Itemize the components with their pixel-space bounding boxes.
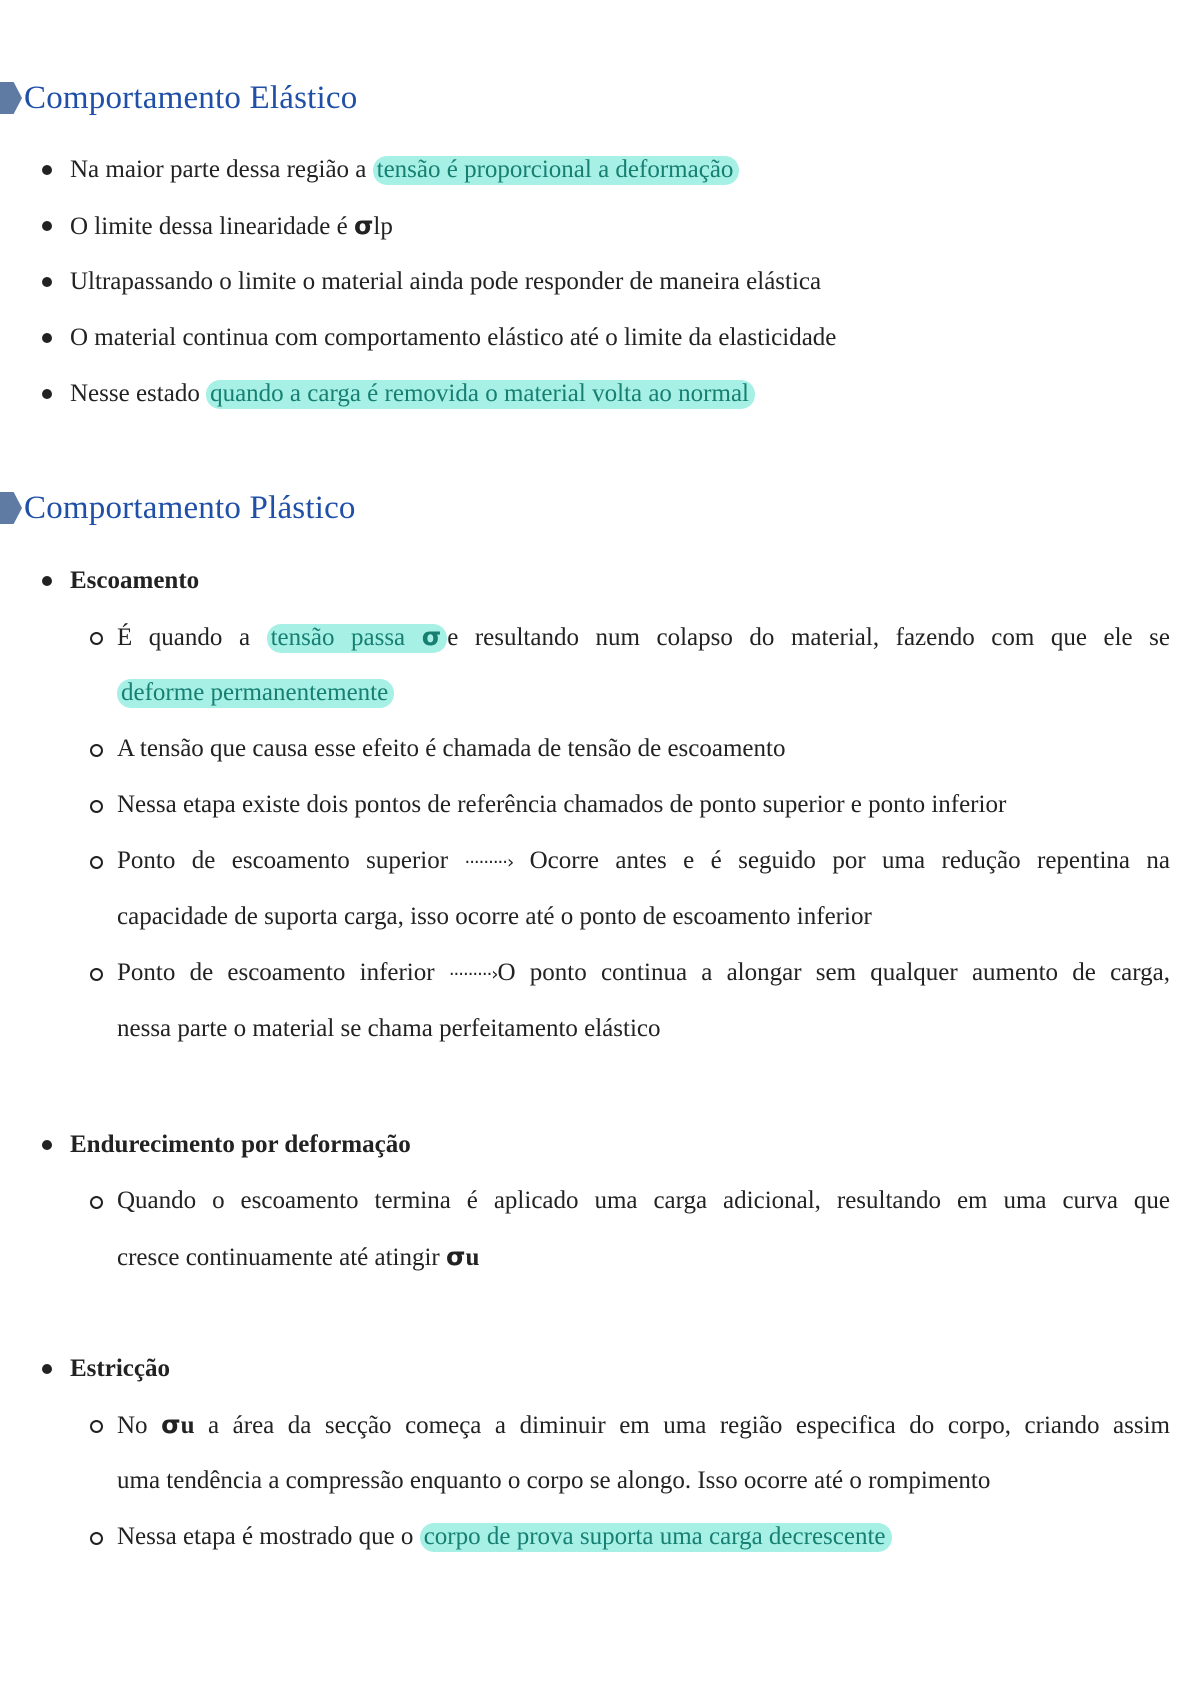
- sub-bullet-icon: [90, 744, 103, 757]
- highlighted-text: [267, 624, 448, 653]
- section-title: Comportamento Elástico: [24, 79, 358, 116]
- sub-bullet-icon: [90, 968, 103, 981]
- sub-list-item: [117, 1183, 1170, 1219]
- item-text: a área da secção começa a diminuir em uma região especifica do corpo, criando assim: [194, 1412, 1170, 1439]
- list-item: [70, 264, 1170, 300]
- list-item: [70, 376, 1170, 412]
- list-item: [70, 152, 1170, 188]
- highlighted-text: tensão é proporcional a deformação: [373, 156, 740, 185]
- sub-list-item: Nessa etapa existe dois pontos de referência chamados de ponto superior e ponto inferior: [117, 791, 1007, 818]
- item-text: No: [117, 1412, 162, 1439]
- item-text: resultando num colapso do material, fazendo com que ele se: [458, 624, 1170, 651]
- item-text: Quando o escoamento termina é aplicado uma carga adicional, resultando em uma curva que: [117, 1187, 1170, 1214]
- list-item: [70, 320, 1170, 356]
- item-text: u: [465, 1244, 480, 1271]
- sub-list-item: [117, 843, 1170, 879]
- sub-list-item: [117, 955, 1170, 991]
- item-text: Ultrapassando o limite o material ainda pode responder de maneira elástica: [70, 268, 822, 295]
- sigma-symbol: σ: [161, 1410, 181, 1439]
- item-text: cresce continuamente até atingir: [117, 1244, 447, 1271]
- sub-list-item: [117, 619, 1170, 655]
- item-text: lp: [373, 213, 393, 240]
- sub-bullet-icon: [90, 856, 103, 869]
- item-text: Ocorre antes e é seguido por uma redução repentina na: [529, 847, 1171, 874]
- list-item-endurecimento: Endurecimento por deformação: [70, 1131, 411, 1158]
- sub-bullet-icon: [90, 632, 103, 645]
- bullet-icon: [42, 576, 52, 586]
- bullet-icon: [42, 389, 52, 399]
- sub-list-item: [117, 1407, 1170, 1443]
- item-text: O material continua com comportamento elástico até o limite da elasticidade: [70, 324, 837, 351]
- item-text: Nesse estado: [70, 380, 207, 407]
- section-title: Comportamento Plástico: [24, 489, 356, 526]
- sigma-symbol: σ: [446, 1242, 466, 1271]
- highlighted-text: corpo de prova suporta uma carga decrescente: [420, 1523, 892, 1552]
- sub-list-item: A tensão que causa esse efeito é chamada de tensão de escoamento: [117, 735, 786, 762]
- section-heading-elastic: [0, 78, 357, 118]
- item-text: e: [447, 624, 459, 651]
- list-item-escoamento: Escoamento: [70, 567, 200, 594]
- bullet-icon: [42, 165, 52, 175]
- bullet-icon: [42, 1364, 52, 1374]
- heading-marker-icon: [0, 82, 22, 114]
- highlighted-text: quando a carga é removida o material volta ao normal: [206, 380, 755, 409]
- highlight-part: tensão passa: [270, 624, 422, 651]
- item-text: u: [180, 1412, 195, 1439]
- item-text: Ponto de escoamento inferior: [117, 959, 449, 986]
- item-text: O ponto continua a alongar sem qualquer aumento de carga,: [497, 959, 1170, 986]
- list-item: [70, 208, 1170, 244]
- bullet-icon: [42, 1140, 52, 1150]
- sub-bullet-icon: [90, 1532, 103, 1545]
- sub-list-item: [117, 1519, 1170, 1555]
- sub-list-item-continuation: [117, 675, 1170, 711]
- sub-list-item-continuation: nessa parte o material se chama perfeitamento elástico: [117, 1015, 661, 1042]
- dotted-arrow-icon: ·········›: [448, 964, 498, 985]
- sub-list-item-continuation: uma tendência a compressão enquanto o corpo se alongo. Isso ocorre até o rompimento: [117, 1467, 991, 1494]
- section-heading-plastic: [0, 488, 356, 528]
- sigma-symbol: σ: [353, 211, 374, 240]
- sub-bullet-icon: [90, 1420, 103, 1433]
- item-text: O limite dessa linearidade é: [70, 213, 354, 240]
- dotted-arrow-icon: ·········›: [464, 852, 514, 873]
- list-item-estriccao: Estricção: [70, 1355, 170, 1382]
- sub-list-item-continuation: [117, 1239, 1170, 1275]
- bullet-icon: [42, 277, 52, 287]
- highlighted-text: deforme permanentemente: [117, 679, 394, 708]
- sub-list-item-continuation: capacidade de suporta carga, isso ocorre até o ponto de escoamento inferior: [117, 903, 872, 930]
- item-text: Nessa etapa é mostrado que o: [117, 1523, 420, 1550]
- item-text: Na maior parte dessa região a: [70, 156, 373, 183]
- bullet-icon: [42, 221, 52, 231]
- item-text: É quando a: [117, 624, 267, 651]
- sub-bullet-icon: [90, 1196, 103, 1209]
- bullet-icon: [42, 333, 52, 343]
- sigma-symbol: σ: [421, 622, 442, 651]
- item-text: Ponto de escoamento superior: [117, 847, 465, 874]
- sub-bullet-icon: [90, 800, 103, 813]
- heading-marker-icon: [0, 492, 22, 524]
